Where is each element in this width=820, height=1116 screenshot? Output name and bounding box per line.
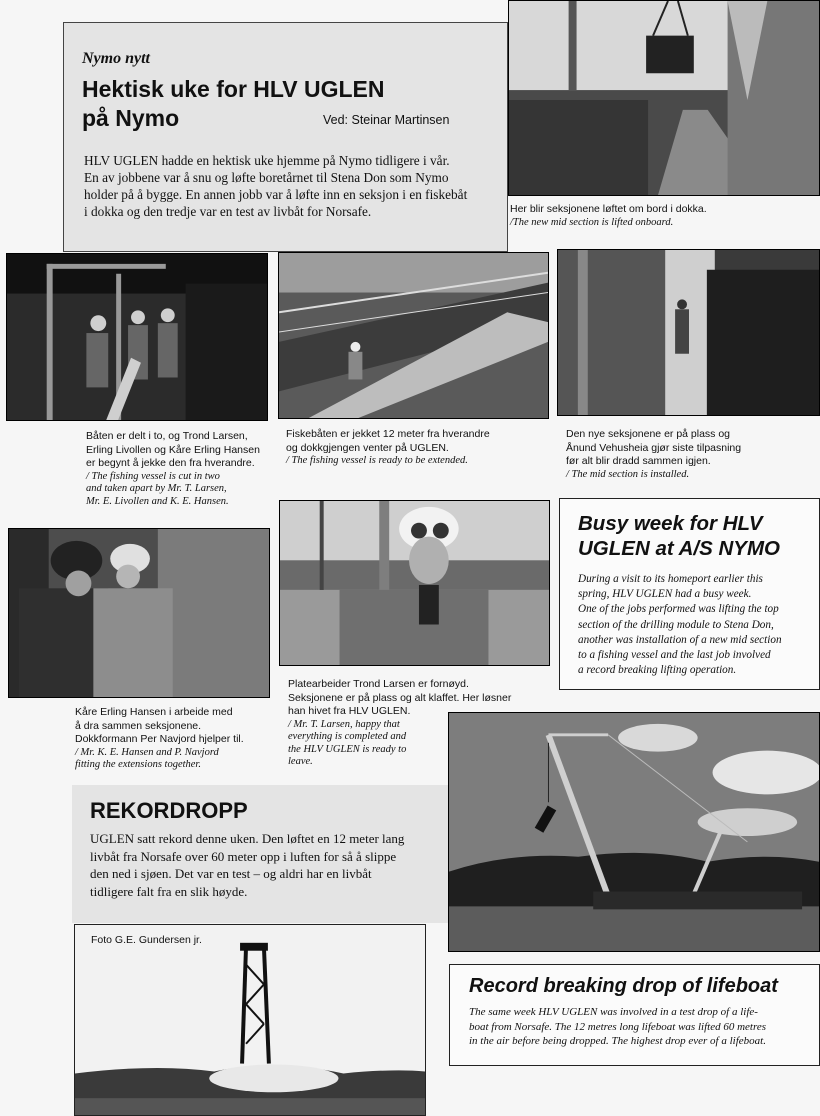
caption-en: the HLV UGLEN is ready to [288,743,407,755]
body-line: UGLEN satt rekord denne uken. Den løftet en 12 meter lang [90,831,405,846]
busy-week-title-line2: UGLEN at A/S NYMO [578,537,780,560]
article-title-line1: Hektisk uke for HLV UGLEN [82,76,385,102]
caption-en: everything is completed and [288,731,407,742]
photo-vessel-jacked [278,252,549,419]
article-body [84,152,504,220]
body-line: another was installation of a new mid section [578,633,782,646]
caption-row1-mid [286,428,546,468]
caption-en: leave. [288,756,313,767]
body-line: boat from Norsafe. The 12 metres long lifeboat was lifted 60 metres [469,1020,766,1033]
body-line: One of the jobs performed was lifting the top [578,603,779,616]
caption-no: og dokkgjengen venter på UGLEN. [286,441,449,454]
body-line: den ned i sjøen. Det var en test – og aldri har en livbåt [90,866,372,881]
caption-no: å dra sammen seksjonene. [75,719,202,732]
body-line: holder på å bygge. En annen jobb var å løfte inn en seksjon i en fiskebåt [84,187,468,202]
body-line: section of the drilling module to Stena Don, [578,618,774,631]
caption-no: Ånund Vehusheia gjør siste tilpasning [566,441,742,454]
caption-no: før alt blir dradd sammen igjen. [566,455,711,467]
record-title: Record breaking drop of lifeboat [469,975,778,997]
body-line: livbåt fra Norsafe over 60 meter opp i luften for så å slippe [90,848,397,864]
caption-no: Den nye seksjonene er på plass og [566,428,731,440]
caption-row1-right [566,428,776,481]
caption-en: fitting the extensions together. [75,759,201,770]
caption-en: and taken apart by Mr. T. Larsen, [86,483,227,494]
body-line: During a visit to its homeport earlier this [578,573,763,585]
caption-no: Platearbeider Trond Larsen er fornøyd. [288,678,469,690]
caption-no: Seksjonene er på plass og alt klaffet. Her løsner [288,691,512,704]
caption-en: Mr. E. Livollen and K. E. Hansen. [86,495,229,507]
caption-no: Her blir seksjonene løftet om bord i dokka. [510,203,707,215]
caption-no: Kåre Erling Hansen i arbeide med [75,706,233,718]
body-line: to a fishing vessel and the last job involved [578,649,771,662]
caption-row1-left [86,430,276,508]
body-line: The same week HLV UGLEN was involved in a test drop of a life- [469,1006,758,1018]
body-line: tidligere falt fra en slik høyde. [90,883,248,899]
photo-trond-larsen [279,500,550,666]
photo-mid-section [557,249,820,416]
caption-en: /The new mid section is lifted onboard. [510,216,674,228]
record-body [469,1005,814,1049]
caption-no: han hivet fra HLV UGLEN. [288,705,411,717]
body-line: spring, HLV UGLEN had a busy week. [578,588,752,601]
photo-section-lift [508,0,820,196]
caption-no: Dokkformann Per Navjord hjelper til. [75,733,244,745]
article-title-line2: på Nymo [82,105,180,131]
photo-workers-helmets [8,528,270,698]
body-line: a record breaking lifting operation. [578,664,737,677]
photo-vessel-cut [6,253,268,421]
body-line: in the air before being dropped. The highest drop ever of a lifeboat. [469,1035,766,1047]
photo-lifeboat-drop [74,924,426,1116]
caption-no: Erling Livollen og Kåre Erling Hansen [86,443,260,456]
photo-credit: Foto G.E. Gundersen jr. [91,934,202,946]
caption-en: / The fishing vessel is ready to be extended. [286,455,468,466]
caption-row2-left [75,706,285,772]
caption-en: / Mr. T. Larsen, happy that [288,718,400,730]
caption-top-right [510,203,780,229]
body-line: HLV UGLEN hadde en hektisk uke hjemme på Nymo tidligere i vår. [84,153,450,168]
caption-en: / Mr. K. E. Hansen and P. Navjord [75,746,219,758]
busy-week-body [578,572,816,678]
rekordropp-title: REKORDROPP [90,798,248,823]
caption-no: er begynt å jekke den fra hverandre. [86,457,255,469]
busy-week-title-line1: Busy week for HLV [578,512,763,535]
caption-no: Båten er delt i to, og Trond Larsen, [86,430,248,442]
rekordropp-body [90,830,450,900]
photo-crane-lifeboat [448,712,820,952]
caption-en: / The mid section is installed. [566,468,690,480]
body-line: i dokka og den tredje var en test av livbåt for Norsafe. [84,204,372,219]
kicker: Nymo nytt [82,50,150,67]
caption-en: / The fishing vessel is cut in two [86,470,220,482]
caption-no: Fiskebåten er jekket 12 meter fra hverandre [286,428,490,440]
byline: Ved: Steinar Martinsen [323,113,450,127]
body-line: En av jobbene var å snu og løfte boretårnet til Stena Don som Nymo [84,170,449,185]
